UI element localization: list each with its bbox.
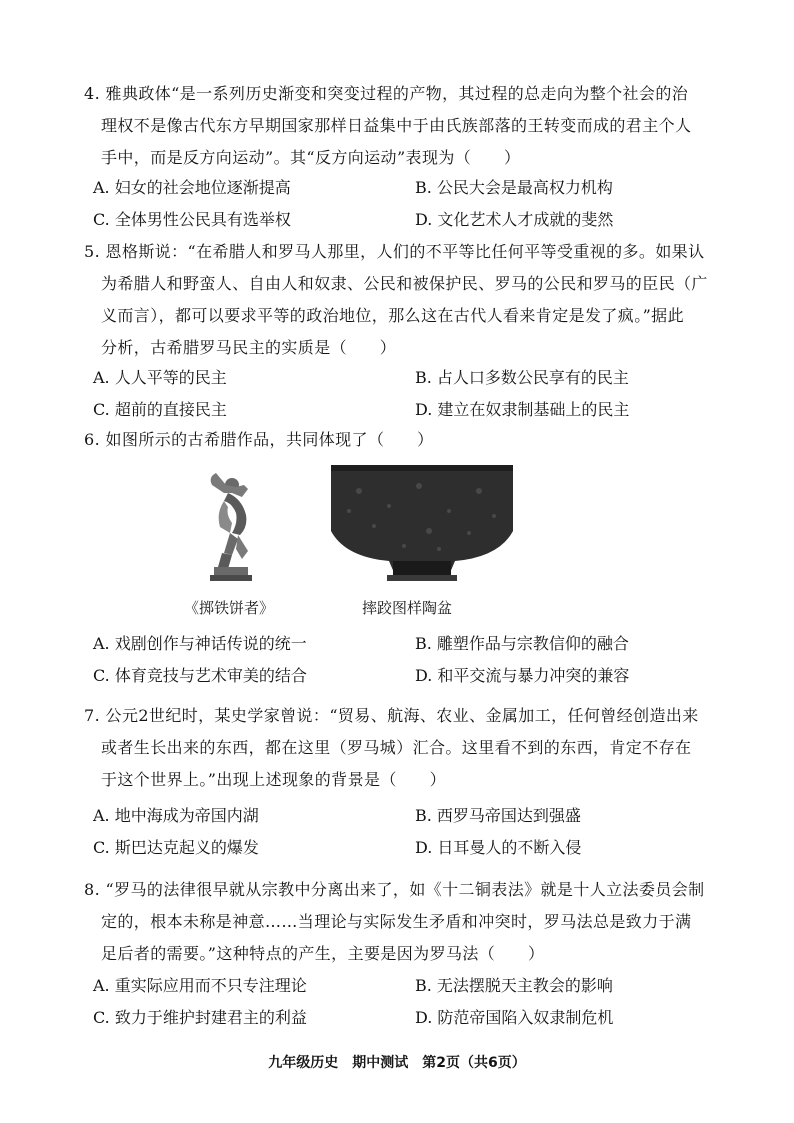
q8-option-d[interactable]: D. 防范帝国陷入奴隶制危机 <box>415 1008 614 1027</box>
q8-option-a[interactable]: A. 重实际应用而不只专注理论 <box>93 976 307 995</box>
q6-option-a[interactable]: A. 戏剧创作与神话传说的统一 <box>93 634 307 653</box>
q4-option-a[interactable]: A. 妇女的社会地位逐渐提高 <box>93 178 291 197</box>
question-7-options <box>93 800 733 864</box>
q8-option-b[interactable]: B. 无法摆脱天主教会的影响 <box>415 976 613 995</box>
q7-option-a[interactable]: A. 地中海成为帝国内湖 <box>93 806 259 825</box>
figure-caption-discus-thrower: 《掷铁饼者》 <box>184 599 275 617</box>
question-6-options <box>93 628 733 692</box>
q4-line-3: 手中，而是反方向运动”。其“反方向运动”表现为（ ） <box>101 148 521 167</box>
q7-option-c[interactable]: C. 斯巴达克起义的爆发 <box>93 838 259 857</box>
q5-line-2: 为希腊人和野蛮人、自由人和奴隶、公民和被保护民、罗马的公民和罗马的臣民（广 <box>101 274 708 293</box>
q5-option-c[interactable]: C. 超前的直接民主 <box>93 400 227 419</box>
q8-line-2: 定的，根本未称是神意……当理论与实际发生矛盾和冲突时，罗马法总是致力于满 <box>101 912 692 931</box>
q8-line-1: 8. “罗马的法律很早就从宗教中分离出来了，如《十二铜表法》就是十人立法委员会制 <box>84 880 705 899</box>
question-6-figures <box>84 455 724 625</box>
q4-option-c[interactable]: C. 全体男性公民具有选举权 <box>93 210 291 229</box>
figure-caption-wrestling-bowl: 摔跤图样陶盆 <box>362 599 453 617</box>
question-4-stem <box>84 78 724 174</box>
q6-option-d[interactable]: D. 和平交流与暴力冲突的兼容 <box>415 666 630 685</box>
q5-option-b[interactable]: B. 占人口多数公民享有的民主 <box>415 368 629 387</box>
q5-option-a[interactable]: A. 人人平等的民主 <box>93 368 227 387</box>
q8-option-c[interactable]: C. 致力于维护封建君主的利益 <box>93 1008 307 1027</box>
question-8-stem <box>84 874 724 970</box>
q8-line-3: 足后者的需要。”这种特点的产生，主要是因为罗马法（ ） <box>101 944 545 963</box>
q5-option-d[interactable]: D. 建立在奴隶制基础上的民主 <box>415 400 630 419</box>
question-5-options <box>93 362 733 426</box>
q7-option-d[interactable]: D. 日耳曼人的不断入侵 <box>415 838 582 857</box>
question-8-options <box>93 970 733 1034</box>
wrestling-pottery-bowl-image <box>329 461 515 589</box>
question-5-stem <box>84 236 724 364</box>
q5-line-1: 5. 恩格斯说：“在希腊人和罗马人那里，人们的不平等比任何平等受重视的多。如果认 <box>84 242 705 261</box>
q5-line-4: 分析，古希腊罗马民主的实质是（ ） <box>101 338 397 357</box>
question-6-stem <box>84 424 724 456</box>
q5-line-3: 义而言），都可以要求平等的政治地位，那么这在古代人看来肯定是发了疯。”据此 <box>101 306 684 325</box>
q4-line-2: 理权不是像古代东方早期国家那样日益集中于由氏族部落的王转变而成的君主个人 <box>101 116 692 135</box>
q4-option-d[interactable]: D. 文化艺术人才成就的斐然 <box>415 210 614 229</box>
q7-line-3: 于这个世界上。”出现上述现象的背景是（ ） <box>101 770 446 789</box>
question-4-options <box>93 172 733 236</box>
q7-option-b[interactable]: B. 西罗马帝国达到强盛 <box>415 806 581 825</box>
question-7-stem <box>84 700 724 796</box>
discus-thrower-statue-image <box>202 463 262 585</box>
q6-option-c[interactable]: C. 体育竞技与艺术审美的结合 <box>93 666 307 685</box>
q4-line-1: 4. 雅典政体“是一系列历史渐变和突变过程的产物，其过程的总走向为整个社会的治 <box>84 84 689 103</box>
q7-line-2: 或者生长出来的东西，都在这里（罗马城）汇合。这里看不到的东西，肯定不存在 <box>101 738 692 757</box>
q4-option-b[interactable]: B. 公民大会是最高权力机构 <box>415 178 613 197</box>
q7-line-1: 7. 公元2世纪时，某史学家曾说：“贸易、航海、农业、金属加工，任何曾经创造出来 <box>84 706 699 725</box>
q6-option-b[interactable]: B. 雕塑作品与宗教信仰的融合 <box>415 634 629 653</box>
q6-line-1: 6. 如图所示的古希腊作品，共同体现了（ ） <box>84 430 434 449</box>
page-footer: 九年级历史 期中测试 第2页（共6页） <box>268 1055 526 1071</box>
